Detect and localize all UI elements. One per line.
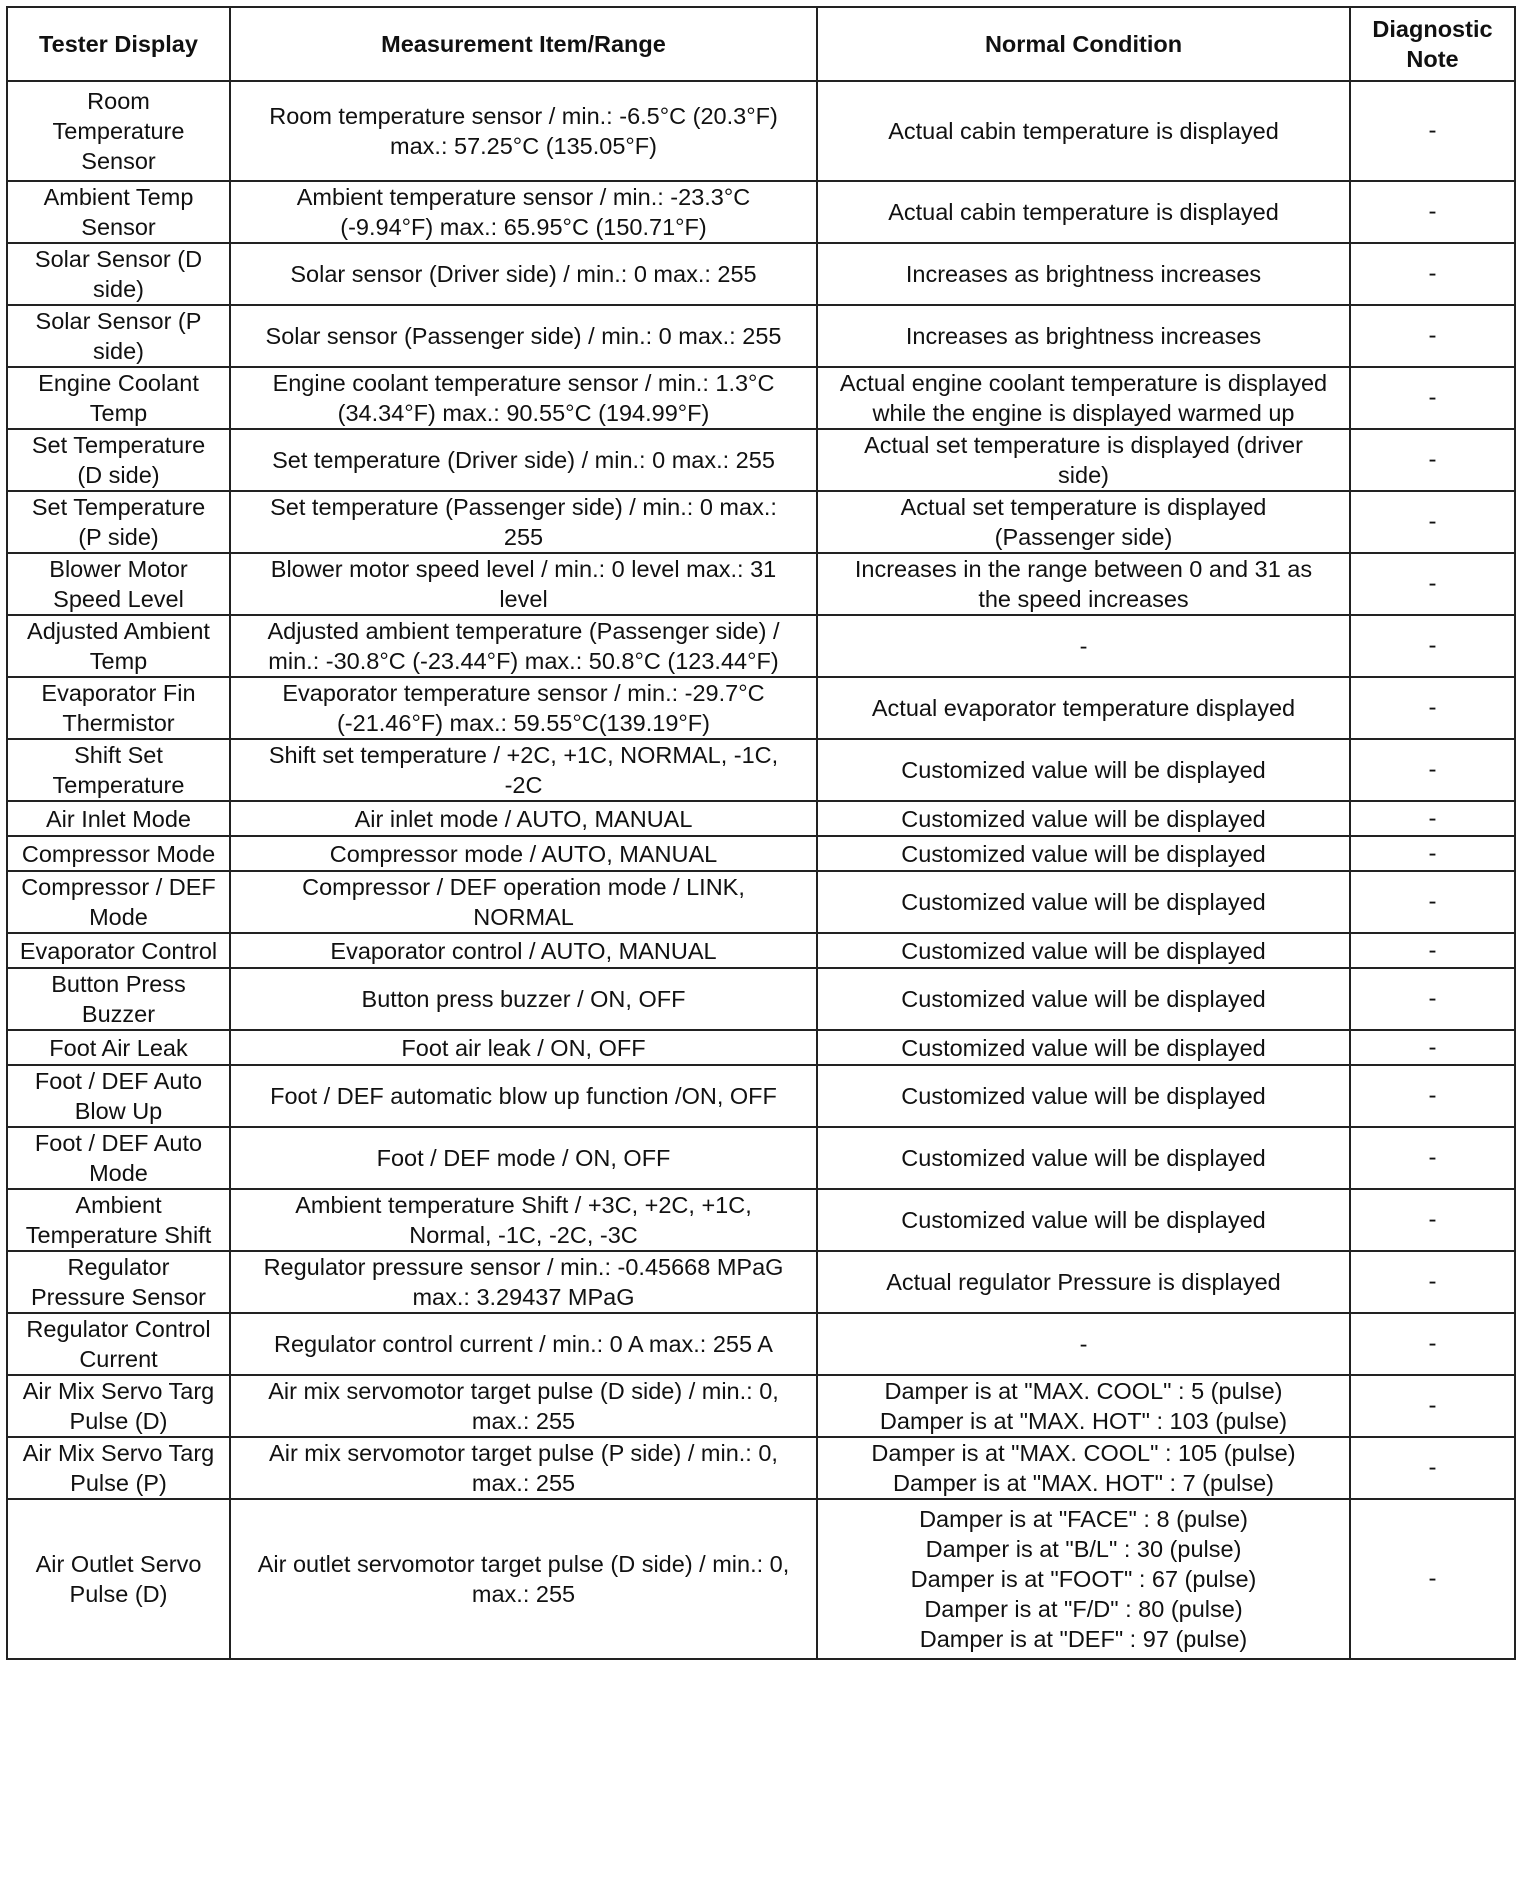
table-row — [7, 1437, 1515, 1499]
diagnostic-note-cell: - — [1350, 1251, 1515, 1313]
tester-display-cell: Set Temperature (P side) — [7, 491, 230, 553]
tester-display-cell: Air Inlet Mode — [7, 801, 230, 836]
diagnostic-note-cell: - — [1350, 491, 1515, 553]
tester-display-cell: Foot Air Leak — [7, 1030, 230, 1065]
header-diagnostic-note: Diagnostic Note — [1350, 7, 1515, 81]
measurement-cell: Evaporator control / AUTO, MANUAL — [230, 933, 817, 968]
tester-display-cell: Ambient Temperature Shift — [7, 1189, 230, 1251]
table-row — [7, 305, 1515, 367]
normal-condition-cell: Customized value will be displayed — [817, 1065, 1350, 1127]
measurement-cell: Set temperature (Driver side) / min.: 0 max.: 255 — [230, 429, 817, 491]
table-row — [7, 615, 1515, 677]
tester-display-cell: Adjusted Ambient Temp — [7, 615, 230, 677]
measurement-cell: Solar sensor (Driver side) / min.: 0 max.: 255 — [230, 243, 817, 305]
normal-condition-cell: Actual cabin temperature is displayed — [817, 181, 1350, 243]
table-row — [7, 1499, 1515, 1659]
diagnostic-note-cell: - — [1350, 677, 1515, 739]
tester-display-cell: Air Outlet Servo Pulse (D) — [7, 1499, 230, 1659]
measurement-cell: Set temperature (Passenger side) / min.: 0 max.: 255 — [230, 491, 817, 553]
table-row — [7, 1189, 1515, 1251]
measurement-cell: Evaporator temperature sensor / min.: -29.7°C (-21.46°F) max.: 59.55°C(139.19°F) — [230, 677, 817, 739]
header-measurement-item-range: Measurement Item/Range — [230, 7, 817, 81]
measurement-cell: Compressor mode / AUTO, MANUAL — [230, 836, 817, 871]
measurement-cell: Foot air leak / ON, OFF — [230, 1030, 817, 1065]
normal-condition-cell: Customized value will be displayed — [817, 1189, 1350, 1251]
normal-condition-cell: Customized value will be displayed — [817, 933, 1350, 968]
measurement-cell: Engine coolant temperature sensor / min.: 1.3°C (34.34°F) max.: 90.55°C (194.99°F) — [230, 367, 817, 429]
normal-condition-cell: Customized value will be displayed — [817, 1030, 1350, 1065]
table-row — [7, 968, 1515, 1030]
diagnostic-note-cell: - — [1350, 871, 1515, 933]
diagnostic-note-cell: - — [1350, 243, 1515, 305]
table-row — [7, 836, 1515, 871]
tester-display-cell: Room Temperature Sensor — [7, 81, 230, 181]
measurement-cell: Ambient temperature sensor / min.: -23.3°C (-9.94°F) max.: 65.95°C (150.71°F) — [230, 181, 817, 243]
normal-condition-cell: Customized value will be displayed — [817, 1127, 1350, 1189]
diagnostic-note-cell: - — [1350, 305, 1515, 367]
tester-display-cell: Regulator Control Current — [7, 1313, 230, 1375]
diagnostic-note-cell: - — [1350, 1127, 1515, 1189]
diagnostic-note-cell: - — [1350, 1437, 1515, 1499]
normal-condition-cell: Actual set temperature is displayed (driver side) — [817, 429, 1350, 491]
normal-condition-cell: Actual set temperature is displayed (Passenger side) — [817, 491, 1350, 553]
table-row — [7, 801, 1515, 836]
tester-display-cell: Air Mix Servo Targ Pulse (D) — [7, 1375, 230, 1437]
table-row — [7, 491, 1515, 553]
table-row — [7, 1251, 1515, 1313]
measurement-cell: Compressor / DEF operation mode / LINK, NORMAL — [230, 871, 817, 933]
diagnostic-note-cell: - — [1350, 836, 1515, 871]
measurement-cell: Air mix servomotor target pulse (P side) / min.: 0, max.: 255 — [230, 1437, 817, 1499]
diagnostic-note-cell: - — [1350, 1189, 1515, 1251]
table-row — [7, 1313, 1515, 1375]
tester-display-cell: Solar Sensor (P side) — [7, 305, 230, 367]
table-row — [7, 933, 1515, 968]
diagnostic-note-cell: - — [1350, 933, 1515, 968]
tester-display-cell: Foot / DEF Auto Mode — [7, 1127, 230, 1189]
table-body — [7, 81, 1515, 1659]
diagnostic-note-cell: - — [1350, 1065, 1515, 1127]
diagnostic-note-cell: - — [1350, 1313, 1515, 1375]
diagnostic-note-cell: - — [1350, 367, 1515, 429]
normal-condition-cell: Customized value will be displayed — [817, 968, 1350, 1030]
tester-display-cell: Button Press Buzzer — [7, 968, 230, 1030]
header-normal-condition: Normal Condition — [817, 7, 1350, 81]
measurement-cell: Solar sensor (Passenger side) / min.: 0 max.: 255 — [230, 305, 817, 367]
tester-display-cell: Solar Sensor (D side) — [7, 243, 230, 305]
diagnostic-note-cell: - — [1350, 81, 1515, 181]
tester-display-cell: Shift Set Temperature — [7, 739, 230, 801]
measurement-cell: Regulator control current / min.: 0 A max.: 255 A — [230, 1313, 817, 1375]
measurement-cell: Blower motor speed level / min.: 0 level max.: 31 level — [230, 553, 817, 615]
diagnostic-note-cell: - — [1350, 739, 1515, 801]
normal-condition-cell: Increases in the range between 0 and 31 as the speed increases — [817, 553, 1350, 615]
normal-condition-cell: Customized value will be displayed — [817, 739, 1350, 801]
normal-condition-cell: Customized value will be displayed — [817, 836, 1350, 871]
table-row — [7, 1375, 1515, 1437]
header-row — [7, 7, 1515, 81]
table-row — [7, 677, 1515, 739]
tester-display-cell: Blower Motor Speed Level — [7, 553, 230, 615]
measurement-cell: Button press buzzer / ON, OFF — [230, 968, 817, 1030]
table-row — [7, 1030, 1515, 1065]
normal-condition-cell: Increases as brightness increases — [817, 305, 1350, 367]
tester-display-cell: Engine Coolant Temp — [7, 367, 230, 429]
tester-display-cell: Regulator Pressure Sensor — [7, 1251, 230, 1313]
tester-display-cell: Ambient Temp Sensor — [7, 181, 230, 243]
measurement-cell: Shift set temperature / +2C, +1C, NORMAL, -1C, -2C — [230, 739, 817, 801]
normal-condition-cell: Damper is at "MAX. COOL" : 5 (pulse) Damper is at "MAX. HOT" : 103 (pulse) — [817, 1375, 1350, 1437]
measurement-cell: Adjusted ambient temperature (Passenger side) / min.: -30.8°C (-23.44°F) max.: 50.8°C (123.44°F) — [230, 615, 817, 677]
diagnostic-data-table — [6, 6, 1516, 1660]
tester-display-cell: Foot / DEF Auto Blow Up — [7, 1065, 230, 1127]
measurement-cell: Air mix servomotor target pulse (D side) / min.: 0, max.: 255 — [230, 1375, 817, 1437]
diagnostic-note-cell: - — [1350, 1499, 1515, 1659]
normal-condition-cell: Actual engine coolant temperature is displayed while the engine is displayed warmed up — [817, 367, 1350, 429]
table-row — [7, 367, 1515, 429]
tester-display-cell: Compressor / DEF Mode — [7, 871, 230, 933]
table-row — [7, 1127, 1515, 1189]
normal-condition-cell: - — [817, 1313, 1350, 1375]
normal-condition-cell: Customized value will be displayed — [817, 871, 1350, 933]
measurement-cell: Air inlet mode / AUTO, MANUAL — [230, 801, 817, 836]
table-header — [7, 7, 1515, 81]
normal-condition-cell: - — [817, 615, 1350, 677]
measurement-cell: Air outlet servomotor target pulse (D side) / min.: 0, max.: 255 — [230, 1499, 817, 1659]
tester-display-cell: Air Mix Servo Targ Pulse (P) — [7, 1437, 230, 1499]
header-tester-display: Tester Display — [7, 7, 230, 81]
diagnostic-note-cell: - — [1350, 615, 1515, 677]
table-row — [7, 553, 1515, 615]
table-row — [7, 181, 1515, 243]
table-row — [7, 871, 1515, 933]
tester-display-cell: Evaporator Control — [7, 933, 230, 968]
measurement-cell: Foot / DEF mode / ON, OFF — [230, 1127, 817, 1189]
normal-condition-cell: Customized value will be displayed — [817, 801, 1350, 836]
measurement-cell: Room temperature sensor / min.: -6.5°C (20.3°F) max.: 57.25°C (135.05°F) — [230, 81, 817, 181]
tester-display-cell: Evaporator Fin Thermistor — [7, 677, 230, 739]
measurement-cell: Foot / DEF automatic blow up function /ON, OFF — [230, 1065, 817, 1127]
diagnostic-note-cell: - — [1350, 1030, 1515, 1065]
normal-condition-cell: Actual cabin temperature is displayed — [817, 81, 1350, 181]
diagnostic-note-cell: - — [1350, 1375, 1515, 1437]
diagnostic-note-cell: - — [1350, 968, 1515, 1030]
diagnostic-note-cell: - — [1350, 181, 1515, 243]
table-row — [7, 429, 1515, 491]
tester-display-cell: Compressor Mode — [7, 836, 230, 871]
normal-condition-cell: Actual regulator Pressure is displayed — [817, 1251, 1350, 1313]
normal-condition-cell: Increases as brightness increases — [817, 243, 1350, 305]
measurement-cell: Regulator pressure sensor / min.: -0.45668 MPaG max.: 3.29437 MPaG — [230, 1251, 817, 1313]
table-row — [7, 1065, 1515, 1127]
diagnostic-note-cell: - — [1350, 553, 1515, 615]
table-row — [7, 81, 1515, 181]
tester-display-cell: Set Temperature (D side) — [7, 429, 230, 491]
measurement-cell: Ambient temperature Shift / +3C, +2C, +1C, Normal, -1C, -2C, -3C — [230, 1189, 817, 1251]
normal-condition-cell: Damper is at "MAX. COOL" : 105 (pulse) Damper is at "MAX. HOT" : 7 (pulse) — [817, 1437, 1350, 1499]
table-row — [7, 739, 1515, 801]
diagnostic-note-cell: - — [1350, 429, 1515, 491]
diagnostic-note-cell: - — [1350, 801, 1515, 836]
table-row — [7, 243, 1515, 305]
normal-condition-cell: Damper is at "FACE" : 8 (pulse) Damper is at "B/L" : 30 (pulse) Damper is at "FOOT" : 67 (pulse) Damper is at "F/D" : 80 (pulse) Damper is at "DEF" : 97 (pulse) — [817, 1499, 1350, 1659]
normal-condition-cell: Actual evaporator temperature displayed — [817, 677, 1350, 739]
